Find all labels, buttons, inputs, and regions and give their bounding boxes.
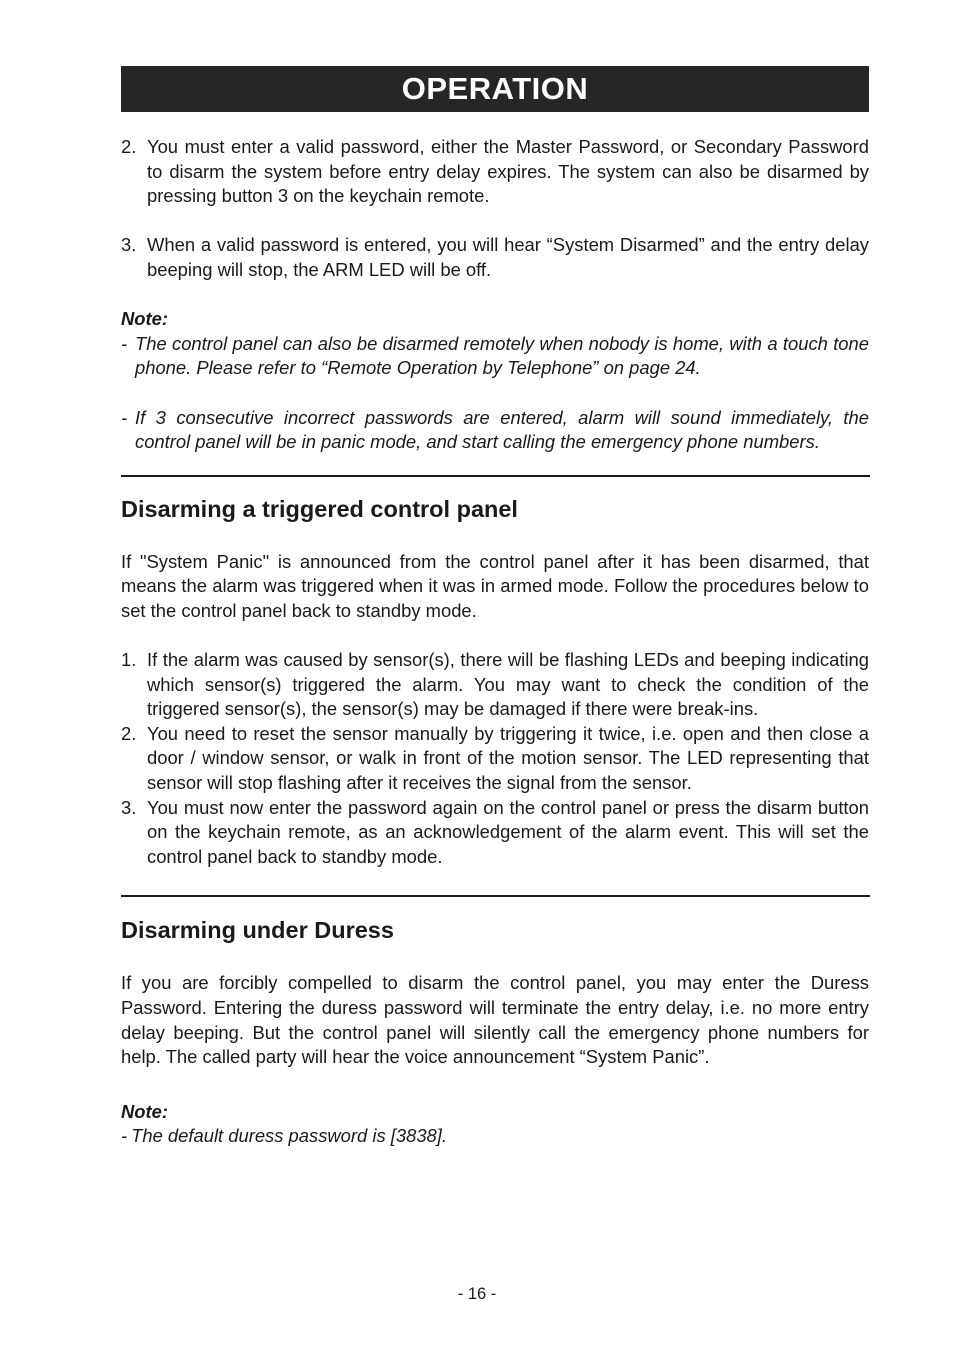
- note-dash: -: [121, 406, 128, 428]
- note-item: [121, 332, 869, 381]
- list-item: [121, 135, 869, 209]
- list-item: [121, 722, 869, 796]
- step-text: You must enter a valid password, either the Master Password, or Secondary Password to disarm the system before entry delay expires. The system can also be disarmed by pressing button 3 on the keychain remote.: [147, 136, 869, 207]
- intro-steps-list: [121, 135, 869, 283]
- note-heading: Note:: [121, 1100, 168, 1122]
- step-number: 2.: [121, 136, 137, 157]
- step-text: If the alarm was caused by sensor(s), there will be flashing LEDs and beeping indicating which sensor(s) triggered the alarm. You may want to check the condition of the triggered sensor(s), the sensor(s) may be damaged if there were break-ins.: [147, 649, 869, 720]
- note-text: The control panel can also be disarmed remotely when nobody is home, with a touch tone phone. Please refer to “Remote Operation by Telephone” on page 24.: [135, 332, 869, 379]
- step-number: 3.: [121, 796, 137, 818]
- banner-title: OPERATION: [401, 71, 589, 106]
- section-banner: [121, 66, 869, 112]
- note-item: [121, 406, 869, 455]
- step-text: You must now enter the password again on the control panel or press the disarm button on the keychain remote, as an acknowledgement of the alarm event. This will set the control panel back to standby mode.: [147, 796, 869, 867]
- note-text: If 3 consecutive incorrect passwords are entered, alarm will sound immediately, the control panel will be in panic mode, and start calling the emergency phone numbers.: [135, 406, 869, 453]
- page-content: [121, 66, 869, 1149]
- step-text: You need to reset the sensor manually by triggering it twice, i.e. open and then close a door / window sensor, or walk in front of the motion sensor. The LED representing that sensor will stop flashing after it receives the signal from the sensor.: [147, 722, 869, 794]
- page-number: - 16 -: [457, 1285, 497, 1303]
- step-number: 3.: [121, 234, 137, 256]
- step-number: 1.: [121, 649, 137, 671]
- list-item: [121, 648, 869, 722]
- section-heading: Disarming a triggered control panel: [121, 495, 518, 522]
- list-item: [121, 233, 869, 282]
- note-dash: -: [121, 332, 128, 354]
- section-heading: Disarming under Duress: [121, 917, 394, 944]
- list-item: [121, 796, 869, 870]
- triggered-steps-list: [121, 648, 869, 869]
- step-text: When a valid password is entered, you will hear “System Disarmed” and the entry delay beeping will stop, the ARM LED will be off.: [147, 234, 869, 280]
- note-item: [121, 1124, 869, 1149]
- note-dash: -: [121, 1125, 128, 1147]
- section-intro-paragraph: If you are forcibly compelled to disarm the control panel, you may enter the Duress Password. Entering the duress password will terminate the entry delay, i.e. no more entry delay beeping. But the control panel will silently call the emergency phone numbers for help. The called party will hear the voice announcement “System Panic”.: [121, 972, 869, 1068]
- note-heading: Note:: [121, 308, 168, 330]
- step-number: 2.: [121, 722, 137, 744]
- note-text: The default duress password is [3838].: [131, 1125, 448, 1147]
- section-intro-paragraph: If "System Panic" is announced from the control panel after it has been disarmed, that means the alarm was triggered when it was in armed mode. Follow the procedures below to set the control panel back to standby mode.: [121, 550, 869, 621]
- spacer: [121, 209, 869, 234]
